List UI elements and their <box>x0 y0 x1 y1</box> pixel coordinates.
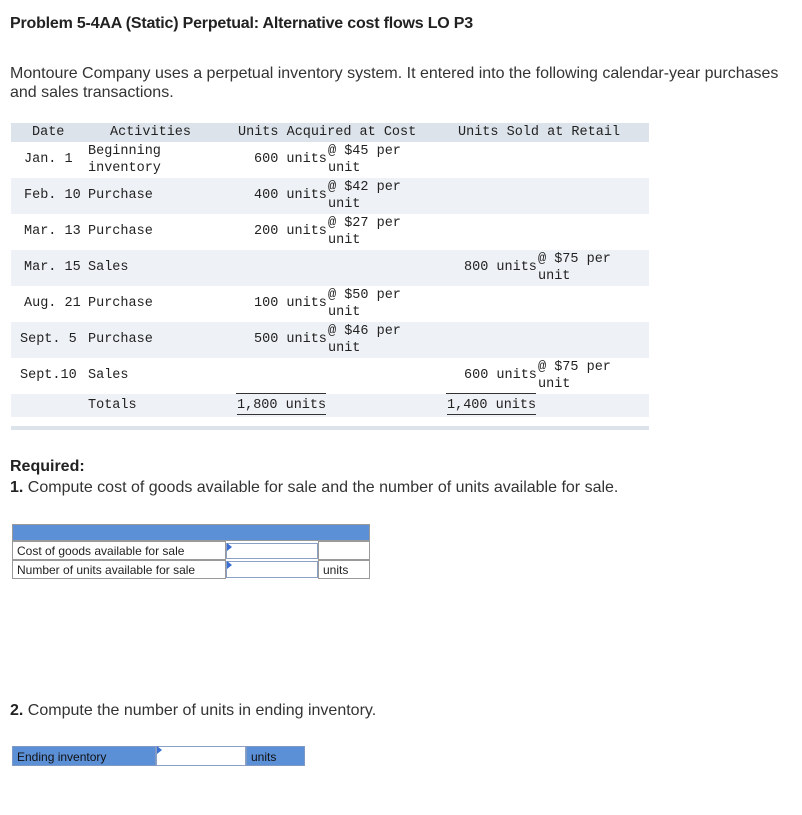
table-bottom-bar <box>11 426 649 430</box>
row-acquired-units: 200 units <box>254 224 327 239</box>
row-activity: Purchase <box>88 188 153 203</box>
row-activity: Purchase <box>88 332 153 347</box>
row-acquired-units: 100 units <box>254 296 327 311</box>
row-sold-price: @ $75 per unit <box>538 360 611 392</box>
row-activity: Beginning inventory <box>88 144 161 176</box>
totals-label: Totals <box>88 398 137 413</box>
header-sold: Units Sold at Retail <box>458 125 621 140</box>
totals-rule <box>236 393 326 394</box>
row-activity: Sales <box>88 368 129 383</box>
row-acquired-price: @ $46 per unit <box>328 324 401 356</box>
row-acquired-units: 400 units <box>254 188 327 203</box>
row-date: Mar. 15 <box>24 260 81 275</box>
question-1-text: Compute cost of goods available for sale and the number of units available for sale. <box>27 479 619 496</box>
row-date: Sept. 5 <box>20 332 77 347</box>
units-available-label: Number of units available for sale <box>12 560 226 579</box>
totals-acquired: 1,800 units <box>237 398 327 413</box>
ending-inventory-label: Ending inventory <box>12 746 156 766</box>
problem-intro: Montoure Company uses a perpetual inventory system. It entered into the following calendar-year purchases and sales transactions. <box>10 65 779 101</box>
row-acquired-price: @ $50 per unit <box>328 288 401 320</box>
row-date: Feb. 10 <box>24 188 81 203</box>
question-2-text: Compute the number of units in ending inventory. <box>27 702 377 719</box>
totals-rule <box>446 393 536 394</box>
row-acquired-price: @ $45 per unit <box>328 144 401 176</box>
header-date: Date <box>32 125 65 140</box>
row-activity: Purchase <box>88 296 153 311</box>
units-available-unit: units <box>318 560 370 579</box>
row-sold-price: @ $75 per unit <box>538 252 611 284</box>
cost-available-unit <box>318 541 370 560</box>
question-1-number: 1. <box>10 479 24 496</box>
row-acquired-units: 500 units <box>254 332 327 347</box>
row-sold-units: 600 units <box>464 368 537 383</box>
row-acquired-units: 600 units <box>254 152 327 167</box>
question-1 <box>10 479 618 497</box>
row-date: Aug. 21 <box>24 296 81 311</box>
row-acquired-price: @ $27 per unit <box>328 216 401 248</box>
row-date: Sept.10 <box>20 368 77 383</box>
ending-inventory-input[interactable] <box>156 746 246 766</box>
answer-table-header <box>12 524 370 541</box>
problem-title: Problem 5-4AA (Static) Perpetual: Alternative cost flows LO P3 <box>10 15 473 32</box>
row-acquired-price: @ $42 per unit <box>328 180 401 212</box>
cost-available-input[interactable] <box>226 543 318 559</box>
input-marker-icon <box>157 746 162 754</box>
required-heading: Required: <box>10 458 85 475</box>
input-marker-icon <box>227 543 232 551</box>
row-activity: Sales <box>88 260 129 275</box>
header-activities: Activities <box>110 125 192 140</box>
row-sold-units: 800 units <box>464 260 537 275</box>
header-acquired: Units Acquired at Cost <box>238 125 417 140</box>
ending-inventory-unit: units <box>246 746 305 766</box>
question-2-number: 2. <box>10 702 24 719</box>
cost-available-label: Cost of goods available for sale <box>12 541 226 560</box>
row-activity: Purchase <box>88 224 153 239</box>
row-date: Jan. 1 <box>24 152 73 167</box>
input-marker-icon <box>227 561 232 569</box>
units-available-input[interactable] <box>226 561 318 578</box>
totals-sold: 1,400 units <box>447 398 537 413</box>
row-date: Mar. 13 <box>24 224 81 239</box>
question-2 <box>10 702 376 720</box>
